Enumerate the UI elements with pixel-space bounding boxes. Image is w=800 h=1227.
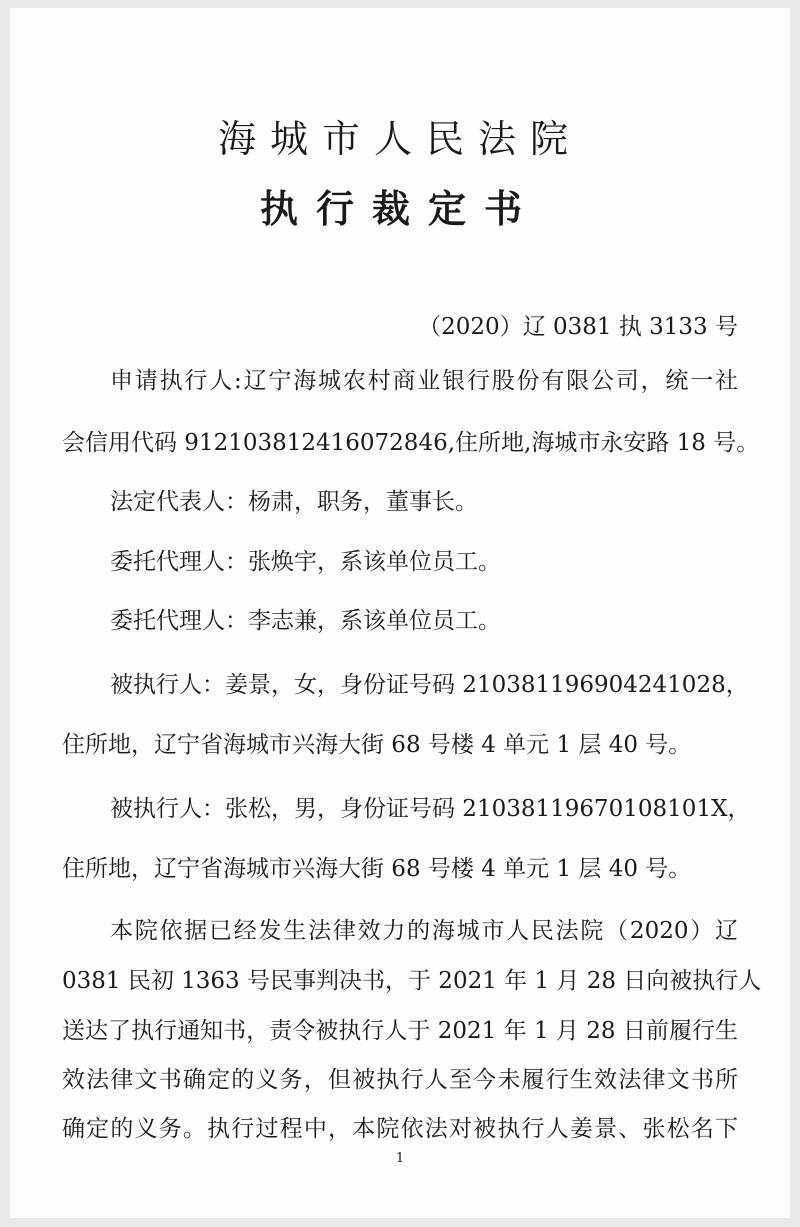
text-line: 送达了执行通知书，责令被执行人于 2021 年 1 月 28 日前履行生 [62, 1018, 738, 1044]
case-number: （2020）辽 0381 执 3133 号 [418, 314, 738, 340]
text-line: 法定代表人：杨肃，职务，董事长。 [110, 489, 478, 515]
text-line: 住所地，辽宁省海城市兴海大街 68 号楼 4 单元 1 层 40 号。 [62, 856, 692, 882]
page-number: 1 [395, 1151, 405, 1166]
text-line: 被执行人：姜景，女，身份证号码 210381196904241028， [110, 672, 749, 698]
text-line: 委托代理人：李志兼，系该单位员工。 [110, 608, 501, 634]
document-title: 执行裁定书 [259, 186, 540, 231]
text-line: 确定的义务。执行过程中，本院依法对被执行人姜景、张松名下 [62, 1116, 738, 1142]
text-line: 委托代理人：张焕宇，系该单位员工。 [110, 549, 501, 575]
text-line: 0381 民初 1363 号民事判决书，于 2021 年 1 月 28 日向被执行人 [62, 968, 762, 994]
text-line: 申请执行人:辽宁海城农村商业银行股份有限公司，统一社 [110, 368, 738, 394]
text-line: 本院依据已经发生法律效力的海城市人民法院（2020）辽 [110, 918, 738, 944]
document-page [10, 8, 790, 1218]
text-line: 住所地，辽宁省海城市兴海大街 68 号楼 4 单元 1 层 40 号。 [62, 732, 692, 758]
text-line: 被执行人：张松，男，身份证号码 21038119670108101X， [110, 796, 751, 822]
text-line: 会信用代码 912103812416072846,住所地,海城市永安路 18 号。 [62, 430, 760, 456]
court-name: 海城市人民法院 [217, 117, 582, 161]
text-line: 效法律文书确定的义务，但被执行人至今未履行生效法律文书所 [62, 1067, 738, 1093]
